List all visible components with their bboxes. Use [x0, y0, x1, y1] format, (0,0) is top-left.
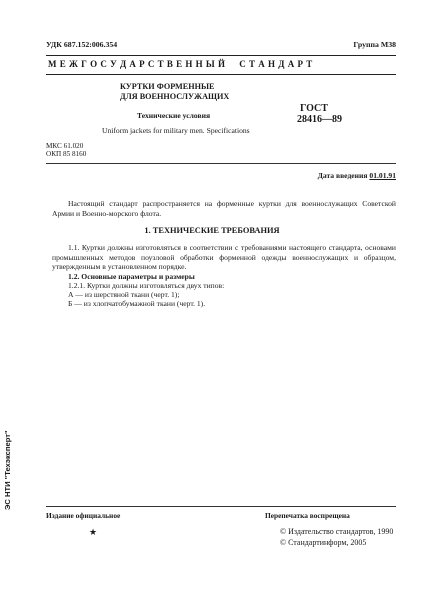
official-edition: Издание официальное — [46, 511, 121, 520]
intro-date — [318, 171, 396, 180]
section-heading: 1. ТЕХНИЧЕСКИЕ ТРЕБОВАНИЯ — [144, 226, 280, 235]
copyright-2005: © Стандартинформ, 2005 — [280, 538, 367, 547]
intro-date-label: Дата введения — [317, 171, 368, 180]
paragraph-1-2-1: 1.2.1. Куртки должны изготовляться двух типов: — [68, 281, 225, 290]
footer-rule — [46, 506, 396, 507]
top-rule — [46, 55, 396, 56]
paragraph-1-1: 1.1. Куртки должны изготовляться в соответствии с требованиями настоящего стандарта, основами промышленных методов поузловой обработки форменной одежды военнослужащих и образцом, утвержденным в установленном порядке. — [52, 243, 396, 272]
doc-subtitle: Технические условия — [137, 111, 211, 120]
standard-banner: М Е Ж Г О С У Д А Р С Т В Е Н Н Ы Й С Т А Н Д А Р Т — [48, 59, 313, 69]
intro-date-value: 01.01.91 — [369, 171, 396, 180]
copyright-1990: © Издательство стандартов, 1990 — [280, 527, 394, 536]
doc-title-line1: КУРТКИ ФОРМЕННЫЕ — [120, 82, 215, 91]
reprint-prohibited: Перепечатка воспрещена — [265, 511, 350, 520]
star-icon: ★ — [89, 527, 98, 537]
english-title: Uniform jackets for military men. Specifications — [102, 126, 250, 135]
subsection-heading: 1.2. Основные параметры и размеры — [68, 272, 195, 281]
group-code: Группа М38 — [353, 40, 396, 49]
doc-title-line2: ДЛЯ ВОЕННОСЛУЖАЩИХ — [120, 92, 230, 101]
codes-rule — [46, 163, 396, 164]
banner-rule — [46, 74, 396, 75]
type-b-item: Б — из хлопчатобумажной ткани (черт. 1). — [68, 299, 206, 308]
mks-code: МКС 61.020 — [46, 142, 84, 150]
gost-label: ГОСТ — [300, 103, 328, 114]
gost-number: 28416—89 — [297, 114, 342, 125]
udk-code: УДК 687.152:006.354 — [46, 40, 118, 49]
type-a-item: А — из шерстяной ткани (черт. 1); — [68, 290, 180, 299]
scope-paragraph: Настоящий стандарт распространяется на форменные куртки для военнослужащих Советской Армии и Военно-морского флота. — [52, 199, 396, 218]
side-watermark-text: ЭС НТИ "Техэксперт" — [3, 430, 12, 510]
okp-code: ОКП 85 8160 — [46, 150, 87, 158]
